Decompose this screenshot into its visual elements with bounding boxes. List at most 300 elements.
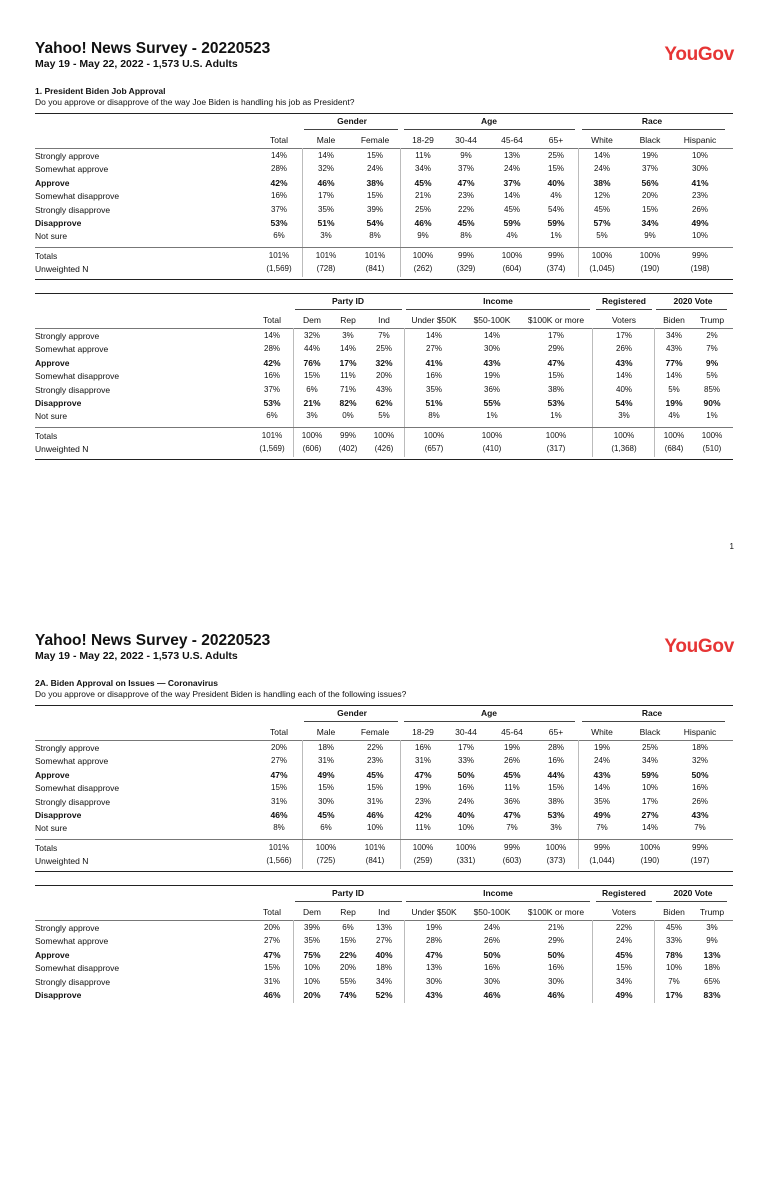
table-cell: 24% [483, 923, 501, 932]
political-table-column-divider [293, 328, 294, 457]
political-table-column-header: Rep [340, 315, 356, 325]
table-cell: 100% [663, 430, 685, 440]
political-table-column-header: Ind [378, 907, 390, 917]
table-cell: 6% [266, 411, 278, 421]
table-row-label: Disapprove [35, 990, 82, 1000]
table-row-label: Disapprove [35, 810, 82, 820]
table-cell: 13% [703, 949, 721, 960]
table-cell: 47% [270, 769, 288, 780]
political-table-column-header: Trump [699, 315, 725, 325]
table-cell: 3% [618, 411, 630, 421]
demographic-table-column-header: Male [316, 727, 336, 737]
table-cell: 11% [504, 783, 520, 793]
table-cell: 18% [691, 743, 709, 752]
table-cell: 22% [339, 949, 357, 960]
table-cell: 14% [593, 783, 611, 793]
demographic-table-column-header: Total [270, 727, 288, 737]
table-cell: 53% [263, 398, 281, 408]
demographic-table-group-header: Race [641, 708, 663, 718]
table-cell: 4% [668, 411, 680, 421]
table-cell: 32% [303, 331, 321, 340]
table-cell: 12% [593, 191, 611, 201]
table-cell: 21% [547, 923, 565, 932]
question-title: 1. President Biden Job Approval [35, 86, 166, 96]
table-cell: 55% [483, 398, 501, 408]
table-cell: 71% [339, 384, 357, 394]
table-row-label: Approve [35, 949, 70, 960]
demographic-table-column-header: White [591, 135, 613, 145]
table-cell: 19% [414, 783, 432, 793]
political-table-column-divider [293, 920, 294, 1003]
demographic-table-column-header: 65+ [548, 135, 564, 145]
demographic-table-group-underline [582, 129, 725, 130]
political-table-column-divider [592, 328, 593, 457]
table-cell: 17% [457, 743, 475, 752]
table-cell: 10% [691, 151, 709, 160]
table-cell: 32% [691, 756, 709, 766]
table-cell: 38% [547, 384, 565, 394]
survey-page [0, 592, 768, 1184]
table-cell: 75% [303, 949, 321, 960]
political-table-column-divider [654, 920, 655, 1003]
table-cell: 7% [378, 331, 390, 340]
table-cell: (331) [456, 856, 476, 866]
table-cell: 6% [306, 384, 318, 394]
table-cell: 32% [375, 357, 393, 368]
table-cell: 14% [317, 151, 335, 160]
page-title: Yahoo! News Survey - 20220523 [35, 40, 271, 57]
table-cell: 8% [369, 231, 381, 241]
table-row-label: Somewhat disapprove [35, 783, 120, 794]
table-cell: 3% [342, 331, 354, 340]
political-table-column-divider [404, 920, 405, 1003]
table-cell: 16% [414, 743, 432, 752]
demographic-table-group-header: Gender [337, 708, 367, 718]
table-cell: 50% [457, 769, 475, 780]
table-cell: 28% [547, 743, 565, 752]
table-cell: 22% [366, 743, 384, 752]
table-cell: 46% [366, 810, 384, 820]
table-cell: 36% [483, 384, 501, 394]
table-cell: 90% [703, 398, 721, 408]
table-cell: 100% [373, 430, 395, 440]
table-cell: 31% [366, 796, 384, 806]
table-cell: (725) [316, 856, 336, 866]
political-table-header-rule [35, 328, 733, 329]
table-cell: 15% [366, 151, 384, 160]
table-cell: 17% [339, 357, 357, 368]
table-cell: 55% [339, 976, 357, 986]
demographic-table-column-header: Female [360, 727, 390, 737]
table-cell: 28% [425, 936, 443, 946]
political-table-group-underline [406, 309, 590, 310]
table-cell: (841) [365, 856, 385, 866]
table-cell: 38% [547, 796, 565, 806]
table-cell: 13% [425, 963, 443, 973]
table-cell: 20% [375, 371, 393, 381]
political-table-group-header: Party ID [331, 296, 365, 306]
table-row-label: Not sure [35, 231, 68, 242]
table-cell: 15% [366, 783, 384, 793]
table-cell: 46% [317, 177, 335, 188]
table-cell: 19% [503, 743, 521, 752]
table-cell: 26% [483, 936, 501, 946]
table-cell: 10% [303, 976, 321, 986]
table-cell: 14% [593, 151, 611, 160]
table-cell: 5% [668, 384, 680, 394]
table-cell: 100% [545, 842, 567, 852]
table-cell: 30% [691, 164, 709, 174]
table-cell: 43% [665, 344, 683, 354]
demographic-table-column-divider [578, 740, 579, 869]
table-row-label: Approve [35, 177, 70, 188]
table-cell: 27% [375, 936, 393, 946]
table-cell: 14% [425, 331, 443, 340]
table-cell: 54% [615, 398, 633, 408]
table-cell: 39% [366, 204, 384, 214]
table-cell: (1,044) [589, 856, 615, 866]
demographic-table-bottom-rule [35, 871, 733, 872]
demographic-table-group-underline [404, 129, 575, 130]
political-table-column-header: Dem [303, 907, 321, 917]
demographic-table-group-underline [582, 721, 725, 722]
page-title: Yahoo! News Survey - 20220523 [35, 632, 271, 649]
table-cell: 25% [414, 204, 432, 214]
table-row-label: Strongly approve [35, 923, 100, 933]
demographic-table-group-header: Age [480, 116, 498, 126]
table-cell: 46% [547, 990, 565, 1000]
table-row-label: Somewhat approve [35, 344, 109, 355]
table-cell: 3% [550, 823, 562, 833]
table-cell: 35% [303, 936, 321, 946]
table-cell: (402) [338, 444, 358, 454]
table-cell: 15% [263, 963, 281, 973]
political-table-column-header: Voters [611, 315, 637, 325]
table-cell: 33% [457, 756, 475, 766]
table-cell: 9% [460, 151, 472, 160]
table-cell: 19% [425, 923, 443, 932]
political-table-column-header: $50-100K [473, 315, 511, 325]
table-cell: 20% [339, 963, 357, 973]
political-table-group-underline [295, 309, 402, 310]
page-subtitle: May 19 - May 22, 2022 - 1,573 U.S. Adults [35, 650, 238, 662]
demographic-table-header-rule [35, 740, 733, 741]
table-cell: 82% [339, 398, 357, 408]
table-cell: 23% [366, 756, 384, 766]
table-cell: 26% [615, 344, 633, 354]
table-cell: 10% [303, 963, 321, 973]
table-cell: 43% [425, 990, 443, 1000]
table-cell: 7% [596, 823, 608, 833]
table-row-label: Somewhat disapprove [35, 371, 120, 382]
table-cell: 51% [425, 398, 443, 408]
yougov-logo: YouGov [664, 636, 734, 657]
table-cell: 43% [593, 769, 611, 780]
demographic-table-column-header: Black [639, 727, 661, 737]
table-cell: 22% [457, 204, 475, 214]
table-cell: 16% [547, 756, 565, 766]
table-row-label: Strongly approve [35, 331, 100, 341]
table-cell: (510) [702, 444, 722, 454]
demographic-table-column-divider [400, 148, 401, 277]
political-table-group-underline [406, 901, 590, 902]
table-cell: 27% [270, 756, 288, 766]
table-row-label: Not sure [35, 411, 68, 422]
demographic-table-bottom-rule [35, 279, 733, 280]
table-row-label: Disapprove [35, 398, 82, 408]
table-cell: 15% [547, 164, 565, 174]
table-cell: 46% [263, 990, 281, 1000]
table-cell: 29% [547, 344, 565, 354]
table-cell: 11% [415, 151, 431, 160]
table-cell: 99% [691, 842, 709, 852]
table-cell: 30% [547, 976, 565, 986]
table-cell: 35% [593, 796, 611, 806]
table-cell: 32% [317, 164, 335, 174]
table-cell: 31% [270, 796, 288, 806]
table-cell: 24% [593, 164, 611, 174]
table-row-label: Approve [35, 357, 70, 368]
table-totals-row-label: Totals [35, 250, 58, 261]
table-cell: (197) [690, 856, 710, 866]
demographic-table-column-header: 18-29 [412, 727, 434, 737]
table-cell: 45% [366, 769, 384, 780]
table-cell: 44% [303, 344, 321, 354]
table-cell: 56% [641, 177, 659, 188]
table-cell: 25% [547, 151, 565, 160]
table-row-label: Strongly disapprove [35, 384, 111, 395]
demographic-table-group-underline [304, 129, 398, 130]
demographic-table-column-header: 65+ [548, 727, 564, 737]
table-cell: 17% [641, 796, 659, 806]
political-table-group-header: Registered [602, 296, 646, 306]
table-cell: 17% [665, 990, 683, 1000]
table-cell: 100% [701, 430, 723, 440]
table-cell: 16% [457, 783, 475, 793]
table-cell: 10% [366, 823, 384, 833]
table-cell: (190) [640, 856, 660, 866]
table-cell: 45% [593, 204, 611, 214]
page-subtitle: May 19 - May 22, 2022 - 1,573 U.S. Adults [35, 58, 238, 70]
table-cell: 53% [547, 398, 565, 408]
political-table-column-divider [592, 920, 593, 1003]
demographic-table-column-divider [578, 148, 579, 277]
table-cell: 101% [364, 250, 386, 260]
table-cell: 45% [317, 810, 335, 820]
table-cell: 100% [545, 430, 567, 440]
table-cell: 13% [503, 151, 521, 160]
table-cell: 40% [457, 810, 475, 820]
table-cell: 59% [503, 218, 521, 228]
table-cell: 38% [366, 177, 384, 188]
table-cell: 45% [503, 769, 521, 780]
table-cell: 0% [342, 411, 354, 421]
table-cell: 8% [460, 231, 472, 241]
political-table-group-header: 2020 Vote [673, 888, 713, 898]
demographic-table-column-header: Hispanic [683, 135, 717, 145]
table-cell: 37% [503, 177, 521, 188]
political-table-column-header: Biden [663, 907, 685, 917]
question-text: Do you approve or disapprove of the way Joe Biden is handling his job as President? [35, 97, 355, 107]
table-cell: 15% [317, 783, 335, 793]
table-cell: 8% [428, 411, 440, 421]
table-cell: 18% [703, 963, 721, 973]
table-cell: 49% [615, 990, 633, 1000]
table-cell: 19% [641, 151, 659, 160]
demographic-table-group-underline [404, 721, 575, 722]
table-cell: 30% [317, 796, 335, 806]
table-cell: 15% [641, 204, 659, 214]
table-cell: 45% [665, 923, 683, 932]
table-cell: 30% [483, 344, 501, 354]
table-cell: 11% [415, 823, 431, 833]
demographic-table-column-divider [302, 148, 303, 277]
table-cell: 100% [412, 842, 434, 852]
table-cell: 31% [263, 976, 281, 986]
table-cell: 43% [483, 357, 501, 368]
demographic-table-totals-rule [35, 247, 733, 248]
table-cell: 57% [593, 218, 611, 228]
table-cell: 15% [303, 371, 321, 381]
table-cell: 40% [615, 384, 633, 394]
table-cell: (841) [365, 264, 385, 274]
table-cell: 42% [263, 357, 281, 368]
demographic-table-column-header: 18-29 [412, 135, 434, 145]
table-cell: 101% [315, 250, 337, 260]
table-cell: 53% [270, 218, 288, 228]
political-table-header-rule [35, 920, 733, 921]
table-cell: 10% [691, 231, 709, 241]
table-row-label: Not sure [35, 823, 68, 834]
political-table-column-header: $50-100K [473, 907, 511, 917]
political-table-group-underline [656, 309, 727, 310]
demographic-table-column-header: Total [270, 135, 288, 145]
table-cell: (198) [690, 264, 710, 274]
political-table-group-header: Income [483, 296, 513, 306]
political-table-top-rule [35, 293, 733, 294]
table-cell: 7% [506, 823, 518, 833]
demographic-table-column-header: 45-64 [501, 727, 523, 737]
table-cell: 9% [417, 231, 429, 241]
political-table-column-header: $100K or more [527, 315, 585, 325]
table-unweighted-row-label: Unweighted N [35, 856, 89, 867]
table-cell: 47% [547, 357, 565, 368]
table-cell: 18% [375, 963, 393, 973]
table-cell: 3% [306, 411, 318, 421]
table-cell: 31% [317, 756, 335, 766]
table-cell: 51% [317, 218, 335, 228]
table-cell: 17% [317, 191, 335, 201]
table-cell: 33% [665, 936, 683, 946]
table-row-label: Disapprove [35, 218, 82, 228]
demographic-table-group-underline [304, 721, 398, 722]
table-cell: 1% [550, 411, 562, 421]
table-cell: 100% [412, 250, 434, 260]
table-cell: 101% [268, 250, 290, 260]
table-cell: 27% [425, 344, 443, 354]
table-cell: 26% [503, 756, 521, 766]
table-cell: 13% [375, 923, 393, 932]
table-cell: 5% [378, 411, 390, 421]
table-cell: (684) [664, 444, 684, 454]
table-cell: 35% [425, 384, 443, 394]
table-cell: 42% [414, 810, 432, 820]
table-cell: 47% [263, 949, 281, 960]
table-cell: (259) [413, 856, 433, 866]
table-cell: 77% [665, 357, 683, 368]
table-cell: 8% [273, 823, 285, 833]
table-cell: 24% [503, 164, 521, 174]
demographic-table-top-rule [35, 705, 733, 706]
demographic-table-header-rule [35, 148, 733, 149]
table-cell: 23% [691, 191, 709, 201]
political-table-column-divider [404, 328, 405, 457]
political-table-column-header: Under $50K [411, 907, 457, 917]
table-cell: 10% [457, 823, 475, 833]
table-cell: 10% [665, 963, 683, 973]
table-cell: (317) [546, 444, 566, 454]
political-table-group-header: 2020 Vote [673, 296, 713, 306]
table-cell: 65% [703, 976, 721, 986]
table-row-label: Somewhat disapprove [35, 963, 120, 974]
demographic-table-column-header: Male [316, 135, 336, 145]
table-cell: 45% [615, 949, 633, 960]
table-unweighted-row-label: Unweighted N [35, 444, 89, 455]
table-row-label: Strongly disapprove [35, 796, 111, 807]
table-cell: 19% [483, 371, 501, 381]
table-cell: 5% [596, 231, 608, 241]
table-cell: (329) [456, 264, 476, 274]
table-cell: 37% [270, 204, 288, 214]
table-cell: 19% [593, 743, 611, 752]
political-table-group-header: Income [483, 888, 513, 898]
table-cell: 15% [366, 191, 384, 201]
table-totals-row-label: Totals [35, 842, 58, 853]
table-cell: 100% [501, 250, 523, 260]
table-cell: 47% [503, 810, 521, 820]
table-cell: 1% [486, 411, 498, 421]
table-cell: 100% [315, 842, 337, 852]
table-row-label: Approve [35, 769, 70, 780]
question-title: 2A. Biden Approval on Issues — Coronavirus [35, 678, 218, 688]
table-cell: 100% [481, 430, 503, 440]
political-table-column-divider [654, 328, 655, 457]
demographic-table-column-header: 30-44 [455, 135, 477, 145]
table-cell: 99% [547, 250, 565, 260]
table-row-label: Somewhat approve [35, 164, 109, 175]
table-cell: 37% [641, 164, 659, 174]
table-cell: 59% [641, 769, 659, 780]
yougov-logo: YouGov [664, 44, 734, 65]
table-cell: 14% [263, 331, 281, 340]
table-cell: 22% [615, 923, 633, 932]
table-cell: 11% [340, 371, 356, 381]
table-cell: 101% [261, 430, 283, 440]
table-cell: 14% [270, 151, 288, 160]
political-table-group-underline [596, 309, 652, 310]
table-cell: 100% [639, 842, 661, 852]
political-table-column-header: $100K or more [527, 907, 585, 917]
table-cell: 101% [364, 842, 386, 852]
question-text: Do you approve or disapprove of the way President Biden is handling each of the following issues? [35, 689, 407, 699]
table-cell: 6% [342, 923, 354, 932]
table-cell: (373) [546, 856, 566, 866]
table-cell: 52% [375, 990, 393, 1000]
table-cell: 43% [615, 357, 633, 368]
table-cell: 34% [641, 756, 659, 766]
table-cell: (1,566) [266, 856, 292, 866]
table-cell: 16% [263, 371, 281, 381]
